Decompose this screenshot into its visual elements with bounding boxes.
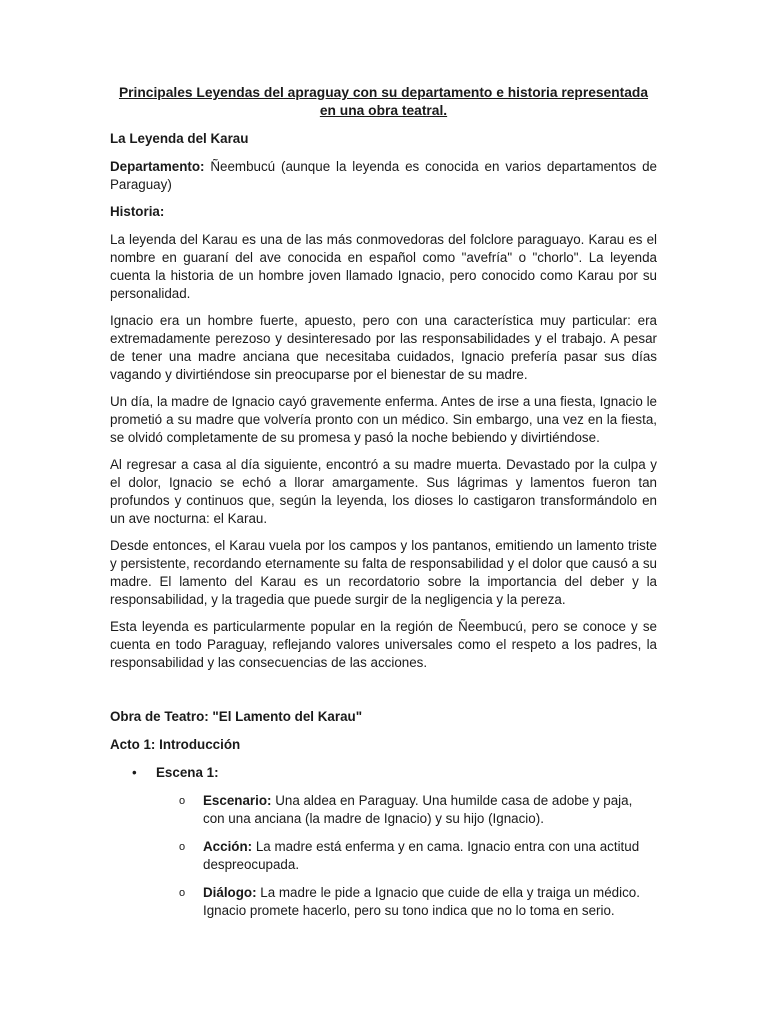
circle-bullet-icon: o [179,887,186,899]
departamento-text: Ñeembucú (aunque la leyenda es conocida en varios departamentos de Paraguay) [110,159,657,192]
scene-item-text: Una aldea en Paraguay. Una humilde casa de adobe y paja, con una anciana (la madre de Ignacio) y su hijo (Ignacio). [203,793,633,826]
scene-list-item [110,764,657,782]
departamento-paragraph [110,158,657,194]
departamento-label: Departamento: [110,159,205,174]
paragraph-popularidad: Esta leyenda es particularmente popular en la región de Ñeembucú, pero se conoce y se cuenta en todo Paraguay, reflejando valores universales como el respeto a los padres, la responsabilidad y las consecuencias de las acciones. [110,619,657,670]
circle-bullet-icon: o [179,841,186,853]
obra-title: Obra de Teatro: "El Lamento del Karau" [110,709,363,724]
scene-item-accion [110,838,657,874]
document-page [110,84,657,930]
paragraph-transformacion: Al regresar a casa al día siguiente, encontró a su madre muerta. Devastado por la culpa y el dolor, Ignacio se echó a llorar amargamente. Sus lágrimas y lamentos fueron tan profundos y continuos que, según la leyenda, los dioses lo castigaron transformándolo en un ave nocturna: el Karau. [110,457,657,526]
bullet-icon: • [132,765,137,780]
paragraph-ignacio-character: Ignacio era un hombre fuerte, apuesto, pero con una característica muy particular: era extremadamente perezoso y desinteresado por las responsabilidades y el trabajo. A pesar de tener una madre anciana que necesitaba cuidados, Ignacio prefería pasar sus días vagando y divirtiéndose sin preocuparse por el bienestar de su madre. [110,313,657,382]
document-title: Principales Leyendas del apraguay con su departamento e historia representada en una obra teatral. [118,85,649,118]
section-spacer [110,681,657,708]
scene-item-label: Escenario: [203,793,272,808]
scene-item-text: La madre está enferma y en cama. Ignacio entra con una actitud despreocupada. [203,839,640,872]
paragraph-madre-enferma: Un día, la madre de Ignacio cayó gravemente enferma. Antes de irse a una fiesta, Ignacio le prometió a su madre que volvería pronto con un médico. Sin embargo, una vez en la fiesta, se olvidó completamente de su promesa y pasó la noche bebiendo y divirtiéndose. [110,394,657,445]
paragraph-lamento: Desde entonces, el Karau vuela por los campos y los pantanos, emitiendo un lamento triste y persistente, recordando eternamente su falta de responsabilidad y el dolor que causó a su madre. El lamento del Karau es un recordatorio sobre la importancia del deber y la responsabilidad, y la tragedia que puede surgir de la negligencia y la pereza. [110,538,657,607]
scene-item-escenario [110,792,657,828]
paragraph-karau-intro: La leyenda del Karau es una de las más conmovedoras del folclore paraguayo. Karau es el nombre en guaraní del ave conocida en español como "avefría" o "chorlo". La leyenda cuenta la historia de un hombre joven llamado Ignacio, pero conocido como Karau por su personalidad. [110,232,657,301]
scene-item-text: La madre le pide a Ignacio que cuide de ella y traiga un médico. Ignacio promete hacerlo, pero su tono indica que no lo toma en serio. [203,885,640,918]
legend-title: La Leyenda del Karau [110,131,249,146]
acto-title: Acto 1: Introducción [110,737,241,752]
scene-item-label: Diálogo: [203,885,257,900]
scene-item-label: Acción: [203,839,253,854]
historia-label: Historia: [110,204,165,219]
scene-item-dialogo [110,884,657,920]
scene-title: Escena 1: [156,765,219,780]
circle-bullet-icon: o [179,795,186,807]
